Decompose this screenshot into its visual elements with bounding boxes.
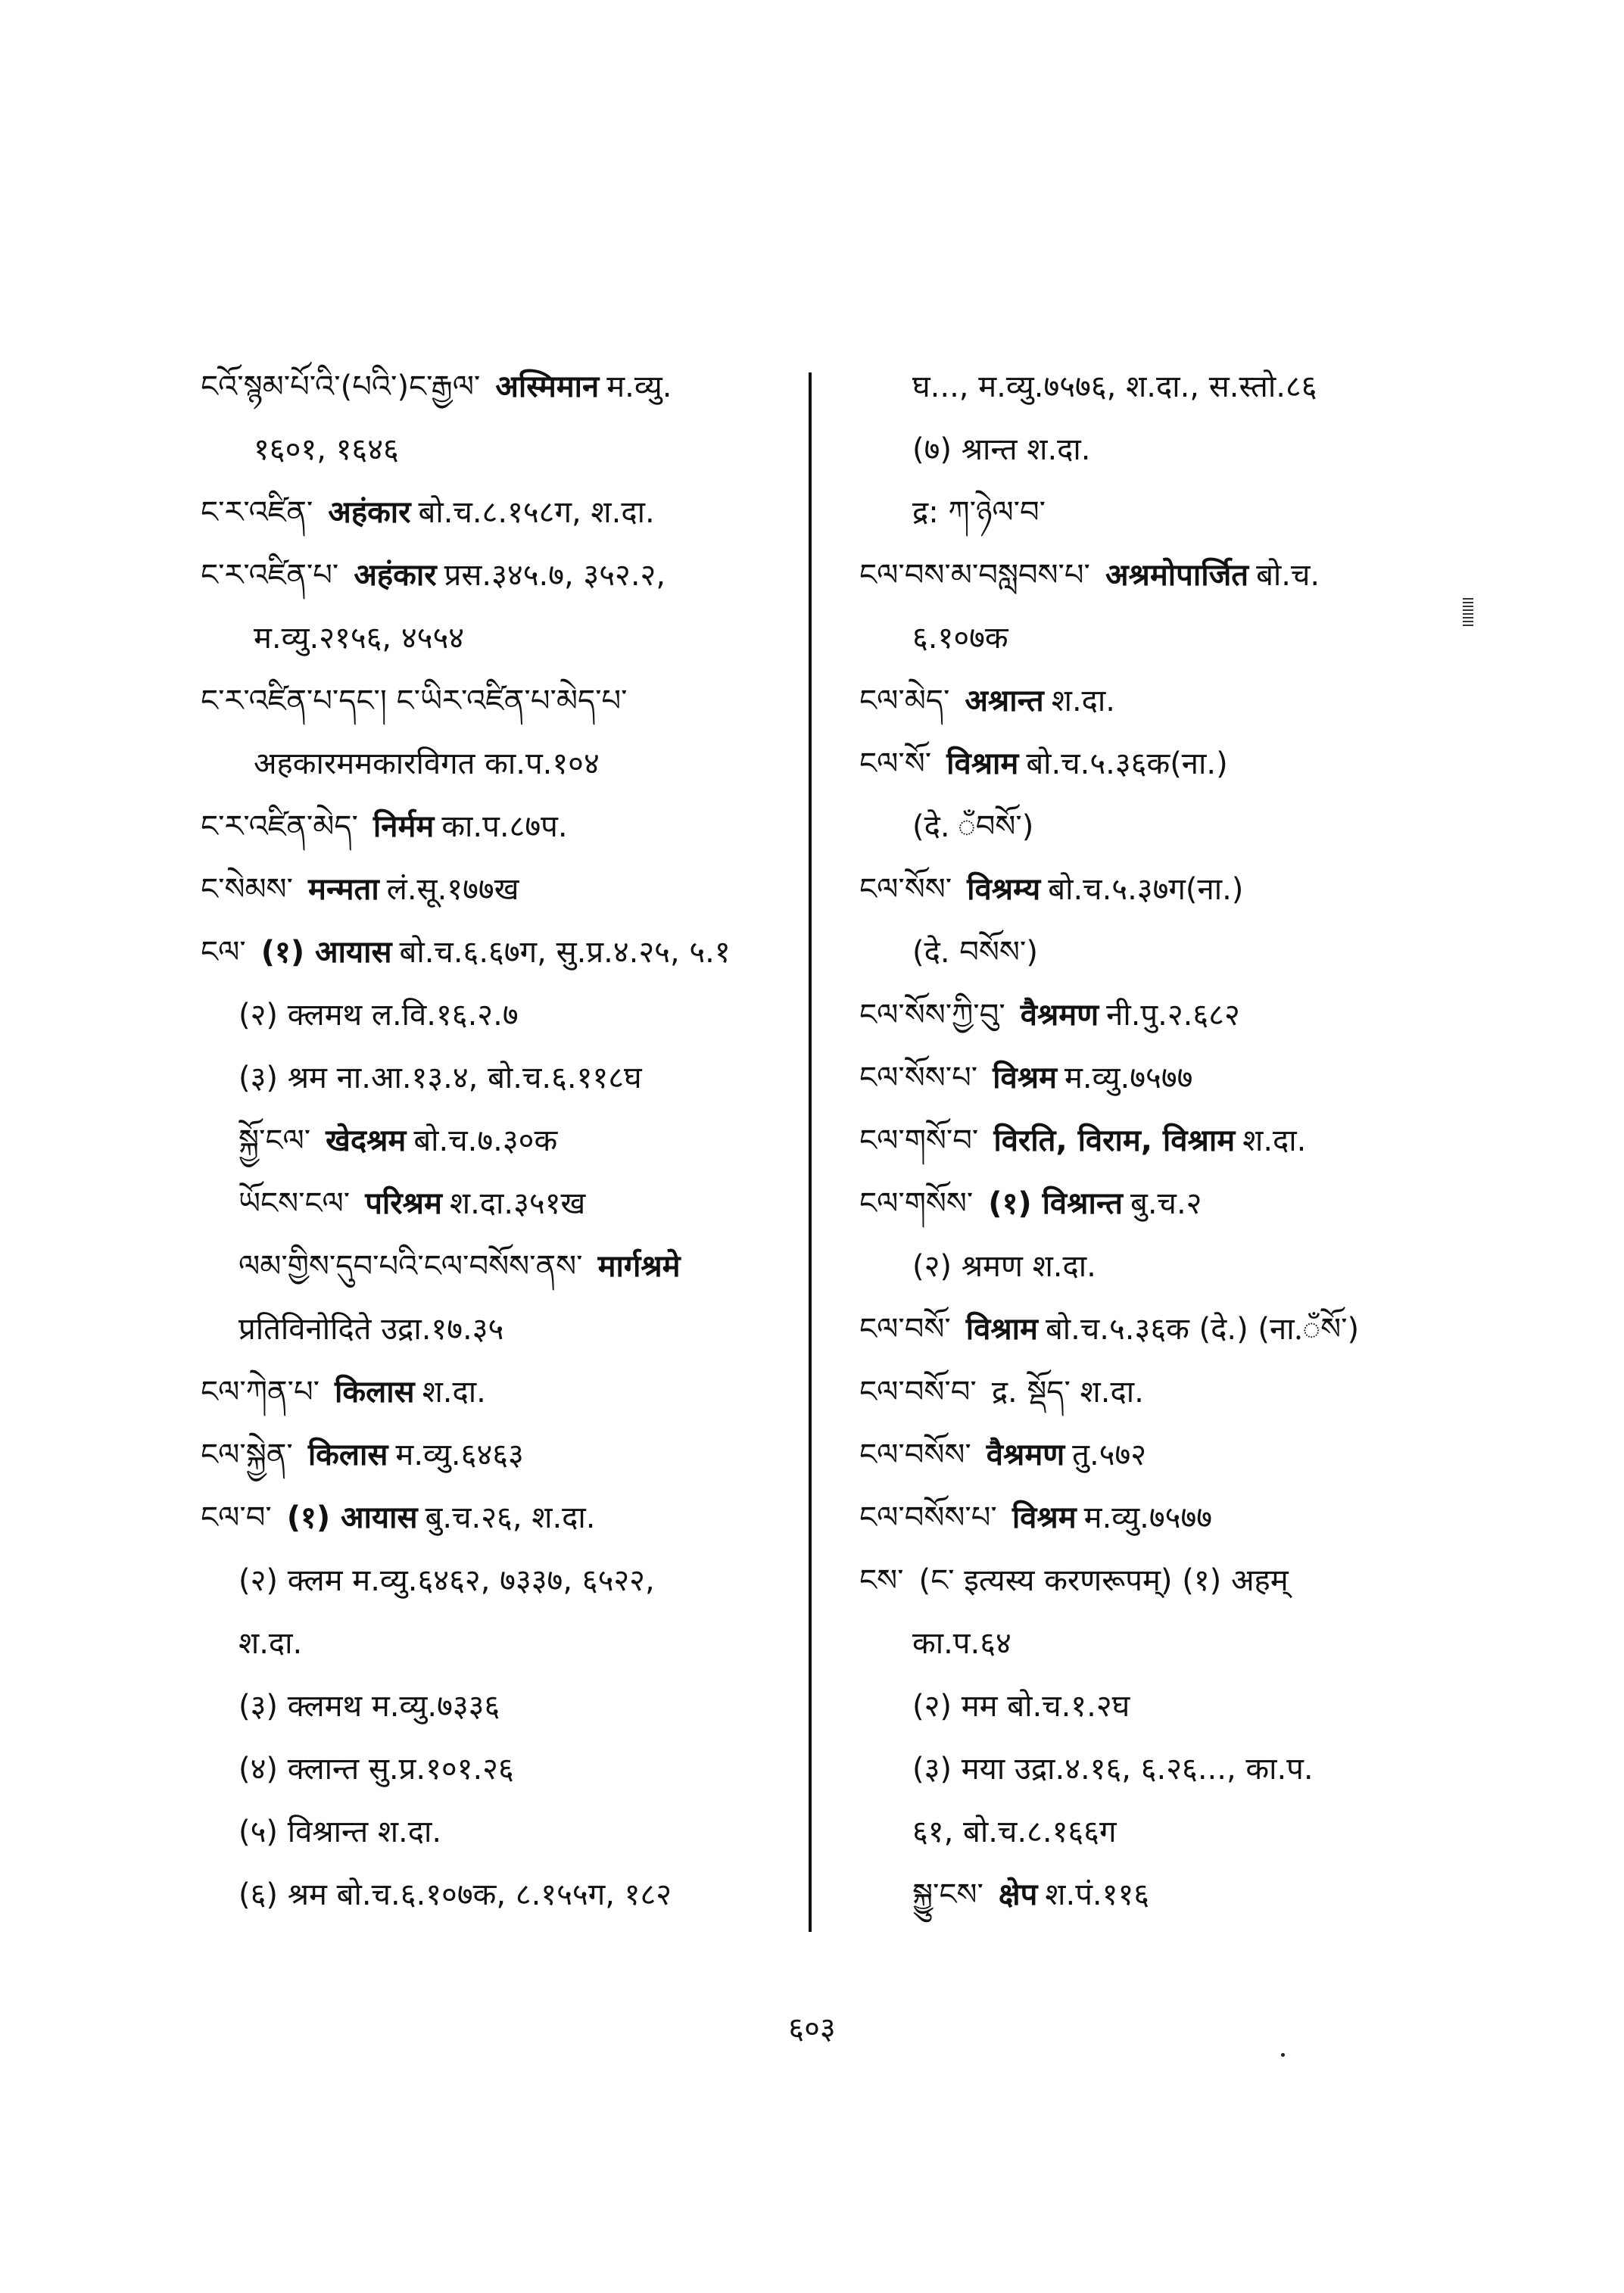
dictionary-entry bbox=[201, 1675, 799, 1738]
continuation-line: का.प.६४ bbox=[912, 1626, 1011, 1661]
tibetan-headword: ལམ་གྱིས་དུབ་པའི་ངལ་བསོས་ནས་ bbox=[238, 1249, 583, 1284]
dictionary-entry bbox=[859, 921, 1457, 984]
sanskrit-equivalent: मार्गश्रमे bbox=[597, 1249, 681, 1284]
continuation-line: (दे. བསོས་) bbox=[912, 935, 1038, 970]
tibetan-headword: ངལ་གསོ་བ་ bbox=[859, 1123, 979, 1158]
tibetan-headword: ངལ་བས་མ་བསླབས་པ་ bbox=[859, 558, 1090, 593]
dictionary-entry bbox=[201, 921, 799, 984]
continuation-line: ६१, बो.च.८.१६६ग bbox=[912, 1815, 1117, 1849]
dictionary-entry bbox=[201, 1235, 799, 1298]
dictionary-entry bbox=[201, 1047, 799, 1110]
dictionary-entry bbox=[859, 419, 1457, 481]
continuation-line: (३) क्लमथ म.व्यु.७३३६ bbox=[238, 1689, 500, 1724]
continuation-line: ६.१०७क bbox=[912, 621, 1008, 656]
dictionary-entry bbox=[859, 796, 1457, 858]
sanskrit-equivalent: वैश्रमण bbox=[1020, 998, 1099, 1033]
continuation-line: (६) श्रम बो.च.६.१०७क, ८.१५५ग, १८२ bbox=[238, 1877, 672, 1912]
dictionary-entry bbox=[859, 1424, 1457, 1487]
tibetan-headword: ང་སེམས་ bbox=[201, 872, 293, 907]
source-reference: लं.सू.१७७ख bbox=[386, 872, 519, 907]
dictionary-entry bbox=[201, 796, 799, 858]
sanskrit-equivalent: (१) आयास bbox=[286, 1500, 418, 1535]
continuation-line: (दे. ँབསོ་) bbox=[912, 809, 1034, 844]
source-reference: द्र. སྡོད་ श.दा. bbox=[991, 1375, 1144, 1410]
tibetan-headword: ཡོངས་ངལ་ bbox=[238, 1186, 351, 1221]
sanskrit-equivalent: अहंकार bbox=[328, 495, 411, 530]
dictionary-entry bbox=[859, 544, 1457, 607]
dictionary-entry bbox=[201, 984, 799, 1047]
sanskrit-equivalent: खेदश्रम bbox=[326, 1123, 407, 1158]
source-reference: तु.५७२ bbox=[1072, 1438, 1147, 1472]
tibetan-headword: ང་ར་འཛིན་པ་དང་། ང་ཡིར་འཛིན་པ་མེད་པ་ bbox=[201, 684, 628, 718]
dictionary-entry bbox=[201, 1738, 799, 1801]
tibetan-headword: ངལ་ bbox=[201, 935, 246, 970]
dictionary-entry bbox=[201, 356, 799, 419]
continuation-line: अहकारममकारविगत का.प.१०४ bbox=[254, 746, 600, 781]
source-reference: बो.च.५.३६क(ना.) bbox=[1026, 746, 1228, 781]
tibetan-headword: ང་ར་འཛིན་མེད་ bbox=[201, 809, 358, 844]
tibetan-headword: ངལ་གསོས་ bbox=[859, 1186, 974, 1221]
sanskrit-equivalent: मन्मता bbox=[307, 872, 379, 907]
sanskrit-equivalent: विश्रम bbox=[993, 1061, 1058, 1095]
dictionary-entry bbox=[201, 1424, 799, 1487]
source-reference: बो.च.५.३६क (दे.) (ना.ँསོ་) bbox=[1045, 1312, 1360, 1347]
continuation-line: (३) मया उद्रा.४.१६, ६.२६..., का.प. bbox=[912, 1752, 1314, 1787]
source-reference: बु.च.२६, श.दा. bbox=[425, 1500, 596, 1535]
source-reference: म.व्यु.७५७७ bbox=[1083, 1500, 1213, 1535]
dictionary-entry bbox=[859, 670, 1457, 733]
tibetan-headword: ངལ་མེད་ bbox=[859, 684, 950, 718]
tibetan-headword: ངལ་སོས་ཀྱི་བུ་ bbox=[859, 998, 1005, 1033]
source-reference: म.व्यु. bbox=[606, 369, 672, 404]
tibetan-headword: ངལ་སོས་པ་ bbox=[859, 1061, 978, 1095]
continuation-line: (५) विश्रान्त श.दा. bbox=[238, 1815, 442, 1849]
tibetan-headword: ངལ་བསོ་བ་ bbox=[859, 1375, 977, 1410]
sanskrit-equivalent: परिश्रम bbox=[365, 1186, 442, 1221]
scan-speck bbox=[1281, 2053, 1285, 2057]
continuation-line: (२) श्रमण श.दा. bbox=[912, 1249, 1096, 1284]
sanskrit-equivalent: विश्रम्य bbox=[967, 872, 1041, 907]
sanskrit-equivalent: (१) विश्रान्त bbox=[988, 1186, 1123, 1221]
source-reference: बो.च.६.६७ग, सु.प्र.४.२५, ५.१ bbox=[399, 935, 731, 970]
tibetan-headword: ངལ་སོས་ bbox=[859, 872, 952, 907]
dictionary-entry bbox=[201, 1110, 799, 1173]
tibetan-headword: ངལ་བསོས་ bbox=[859, 1438, 971, 1472]
dictionary-entry bbox=[859, 356, 1457, 419]
dictionary-entry bbox=[201, 419, 799, 481]
left-column bbox=[201, 356, 799, 1927]
dictionary-entry bbox=[859, 1612, 1457, 1675]
tibetan-headword: ང་ར་འཛིན་པ་ bbox=[201, 558, 339, 593]
source-reference: बो.च.५.३७ग(ना.) bbox=[1048, 872, 1244, 907]
sanskrit-equivalent: विश्रम bbox=[1011, 1500, 1077, 1535]
dictionary-entry bbox=[859, 733, 1457, 796]
source-reference: प्रस.३४५.७, ३५२.२, bbox=[444, 558, 666, 593]
dictionary-entry bbox=[859, 1675, 1457, 1738]
sanskrit-equivalent: किलास bbox=[307, 1438, 388, 1472]
continuation-line: (४) क्लान्त सु.प्र.१०१.२६ bbox=[238, 1752, 514, 1787]
dictionary-entry bbox=[201, 1801, 799, 1864]
sanskrit-equivalent: क्षेप bbox=[998, 1877, 1038, 1912]
sanskrit-equivalent: विरति, विराम, विश्राम bbox=[993, 1123, 1236, 1158]
dictionary-entry bbox=[859, 1801, 1457, 1864]
dictionary-entry bbox=[201, 544, 799, 607]
dictionary-entry bbox=[859, 1235, 1457, 1298]
tibetan-headword: ངལ་བསོ་ bbox=[859, 1312, 951, 1347]
sanskrit-equivalent: विश्राम bbox=[965, 1312, 1038, 1347]
dictionary-entry bbox=[201, 1487, 799, 1550]
continuation-line: १६०१, १६४६ bbox=[254, 432, 399, 467]
continuation-line: (२) क्लम म.व्यु.६४६२, ७३३७, ६५२२, bbox=[238, 1563, 655, 1598]
continuation-line: (७) श्रान्त श.दा. bbox=[912, 432, 1091, 467]
source-reference: (ང་ इत्यस्य करणरूपम्) (१) अहम् bbox=[918, 1563, 1289, 1598]
tibetan-headword: ང་ར་འཛིན་ bbox=[201, 495, 313, 530]
tibetan-headword: ངས་ bbox=[859, 1563, 904, 1598]
tibetan-headword: ངལ་སྐྱེན་ bbox=[201, 1438, 293, 1472]
sanskrit-equivalent: निर्मम bbox=[372, 809, 435, 844]
dictionary-entry bbox=[859, 1298, 1457, 1361]
source-reference: श.दा. bbox=[1242, 1123, 1307, 1158]
source-reference: म.व्यु.७५७७ bbox=[1064, 1061, 1193, 1095]
sanskrit-equivalent: अश्रमोपार्जित bbox=[1105, 558, 1249, 593]
continuation-line: घ..., म.व्यु.७५७६, श.दा., स.स्तो.८६ bbox=[912, 369, 1317, 404]
dictionary-entry bbox=[859, 607, 1457, 670]
tibetan-headword: ངལ་བསོས་པ་ bbox=[859, 1500, 997, 1535]
dictionary-entry bbox=[859, 1047, 1457, 1110]
tibetan-headword: ངལ་སོ་ bbox=[859, 746, 932, 781]
sanskrit-equivalent: वैश्रमण bbox=[986, 1438, 1065, 1472]
dictionary-entry bbox=[859, 984, 1457, 1047]
tibetan-headword: ངའོ་སྙམ་པོ་འི་(པའི་)ང་རྒྱལ་ bbox=[201, 369, 481, 404]
page-number: ६०३ bbox=[788, 2011, 836, 2046]
sanskrit-equivalent: विश्राम bbox=[946, 746, 1019, 781]
dictionary-entry bbox=[201, 1361, 799, 1424]
dictionary-entry bbox=[859, 858, 1457, 921]
source-reference: का.प.८७प. bbox=[441, 809, 568, 844]
dictionary-entry bbox=[859, 1864, 1457, 1927]
dictionary-entry bbox=[201, 1864, 799, 1927]
source-reference: बो.च.७.३०क bbox=[413, 1123, 558, 1158]
source-reference: नी.पु.२.६८२ bbox=[1106, 998, 1240, 1033]
continuation-line: म.व्यु.२१५६, ४५५४ bbox=[254, 621, 465, 656]
sanskrit-equivalent: अहंकार bbox=[354, 558, 437, 593]
source-reference: श.दा. bbox=[422, 1375, 486, 1410]
dictionary-entry bbox=[859, 1550, 1457, 1612]
dictionary-entry bbox=[859, 481, 1457, 544]
sanskrit-equivalent: (१) आयास bbox=[260, 935, 392, 970]
continuation-line: (२) क्लमथ ल.वि.१६.२.७ bbox=[238, 998, 519, 1033]
dictionary-entry bbox=[201, 1298, 799, 1361]
continuation-line: (३) श्रम ना.आ.१३.४, बो.च.६.११८घ bbox=[238, 1061, 642, 1095]
source-reference: बो.च.८.१५८ग, श.दा. bbox=[418, 495, 655, 530]
continuation-line: प्रतिविनोदिते उद्रा.१७.३५ bbox=[238, 1312, 504, 1347]
dictionary-entry bbox=[201, 607, 799, 670]
dictionary-entry bbox=[859, 1173, 1457, 1235]
dictionary-entry bbox=[201, 1612, 799, 1675]
dictionary-entry bbox=[859, 1487, 1457, 1550]
dictionary-entry bbox=[201, 1550, 799, 1612]
sanskrit-equivalent: अस्मिमान bbox=[495, 369, 600, 404]
dictionary-entry bbox=[859, 1361, 1457, 1424]
tibetan-headword: སྐྱོ་ངལ་ bbox=[238, 1123, 311, 1158]
continuation-line: (२) मम बो.च.१.२घ bbox=[912, 1689, 1130, 1724]
continuation-line: श.दा. bbox=[238, 1626, 303, 1661]
tibetan-headword: ངལ་ཀེན་པ་ bbox=[201, 1375, 320, 1410]
tibetan-headword: ངལ་བ་ bbox=[201, 1500, 272, 1535]
dictionary-entry bbox=[201, 481, 799, 544]
sanskrit-equivalent: अश्रान्त bbox=[965, 684, 1044, 718]
sanskrit-equivalent: किलास bbox=[335, 1375, 415, 1410]
source-reference: बु.च.२ bbox=[1130, 1186, 1202, 1221]
dictionary-entry bbox=[859, 1738, 1457, 1801]
source-reference: श.पं.११६ bbox=[1045, 1877, 1150, 1912]
source-reference: श.दा.३५१ख bbox=[449, 1186, 586, 1221]
source-reference: बो.च. bbox=[1256, 558, 1320, 593]
dictionary-entry bbox=[859, 1110, 1457, 1173]
scan-edge-mark bbox=[1463, 598, 1473, 628]
continuation-line: द्र: ཀ་ཉེལ་བ་ bbox=[912, 495, 1046, 530]
column-divider bbox=[809, 372, 812, 1932]
dictionary-entry bbox=[201, 670, 799, 733]
dictionary-entry bbox=[201, 733, 799, 796]
source-reference: म.व्यु.६४६३ bbox=[395, 1438, 524, 1472]
tibetan-headword: སྐྱུ་ངས་ bbox=[912, 1877, 983, 1912]
source-reference: श.दा. bbox=[1051, 684, 1115, 718]
dictionary-entry bbox=[201, 858, 799, 921]
dictionary-entry bbox=[201, 1173, 799, 1235]
right-column bbox=[859, 356, 1457, 1927]
